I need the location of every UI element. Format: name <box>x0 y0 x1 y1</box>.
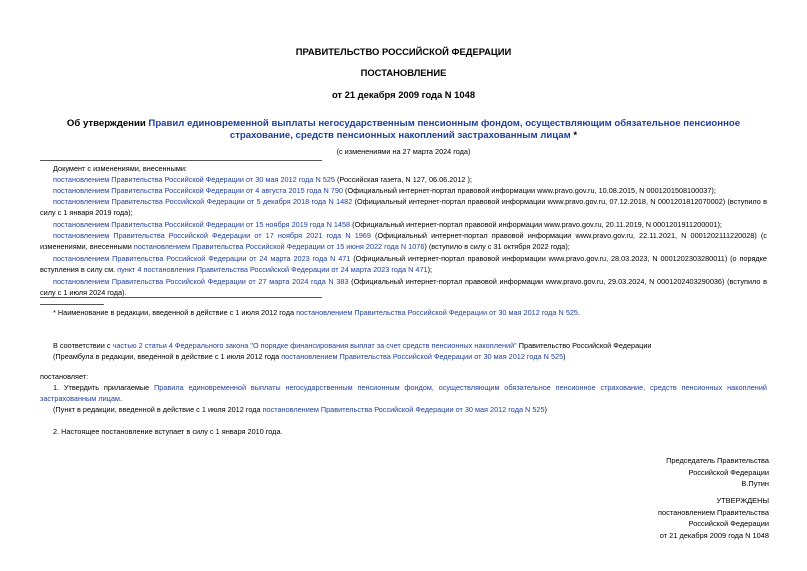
org-heading: ПРАВИТЕЛЬСТВО РОССИЙСКОЙ ФЕДЕРАЦИИ <box>295 46 512 57</box>
list-item <box>53 185 767 196</box>
approved-line: постановлением Правительства <box>658 507 769 517</box>
signature-title: Председатель Правительства <box>666 456 769 465</box>
footnote <box>53 307 767 318</box>
signature-org: Российской Федерации <box>688 467 769 477</box>
amendment-link[interactable]: постановлением Правительства Российской Федерации от 27 марта 2024 года N 383 <box>53 277 349 286</box>
list-item <box>53 174 767 185</box>
approved-heading: УТВЕРЖДЕНЫ <box>716 496 769 505</box>
doc-type-heading: ПОСТАНОВЛЕНИЕ <box>360 67 447 78</box>
item-1-note <box>53 404 767 415</box>
amendment-source: (Российская газета, N 127, 06.06.2012 ); <box>334 175 472 184</box>
list-item <box>40 253 767 276</box>
amendment-link[interactable]: постановлением Правительства Российской Федерации от 30 мая 2012 года N 525 <box>53 175 335 184</box>
preamble-note <box>53 351 767 362</box>
resolves-text: постановляет: <box>40 372 89 381</box>
signature-name: В.Путин <box>741 479 769 489</box>
item-1-note-link[interactable]: постановлением Правительства Российской Федерации от 30 мая 2012 года N 525 <box>262 405 545 414</box>
item-1-note-text: (Пункт в редакции, введенной в действие с 1 июля 2012 года <box>53 405 263 414</box>
doc-title <box>40 118 767 142</box>
amendment-link[interactable]: постановлением Правительства Российской Федерации от 15 июня 2022 года N 1076 <box>133 242 425 252</box>
amendment-link[interactable]: постановлением Правительства Российской Федерации от 5 декабря 2018 года N 1482 <box>53 197 353 206</box>
amendment-link[interactable]: постановлением Правительства Российской Федерации от 15 ноября 2019 года N 1458 <box>53 220 351 229</box>
approved-date: от 21 декабря 2009 года N 1048 <box>659 530 769 540</box>
amendment-link[interactable]: пункт 4 постановления Правительства Российской Федерации от 24 марта 2023 года N 471 <box>117 265 428 275</box>
preamble-text: Правительство Российской Федерации <box>516 341 652 350</box>
item-1 <box>40 382 767 405</box>
item-1-text: 1. Утвердить прилагаемые <box>53 383 155 392</box>
preamble-note-link[interactable]: постановлением Правительства Российской Федерации от 30 мая 2012 года N 525 <box>281 352 564 361</box>
list-item <box>40 230 767 253</box>
footnote-text: * Наименование в редакции, введенной в действие с 1 июля 2012 года <box>53 308 297 317</box>
changes-intro: Документ с изменениями, внесенными: <box>53 164 187 173</box>
amendment-link[interactable]: постановлением Правительства Российской Федерации от 24 марта 2023 года N 471 <box>53 254 351 263</box>
amendment-source: (Официальный интернет-портал правовой информации www.pravo.gov.ru, 07.12.2018, N 0001201812070002) (вступило в силу с 1 января 2019 года); <box>40 197 767 218</box>
amendment-source: (Официальный интернет-портал правовой информации www.pravo.gov.ru, 10.08.2015, N 0001201508100037); <box>342 186 716 195</box>
footnote-end: . <box>578 308 581 317</box>
footnote-link[interactable]: постановлением Правительства Российской Федерации от 30 мая 2012 года N 525 <box>296 308 578 317</box>
footnote-divider <box>40 304 104 305</box>
amendment-source: ) (вступило в силу с 31 октября 2022 года); <box>424 242 570 252</box>
list-item <box>40 196 767 219</box>
rules-link[interactable]: Правила единовременной выплаты негосударственным пенсионным фондом, осуществляющим обязательное пенсионное страхование, средств пенсионных накоплений застрахованным лицам <box>40 383 767 404</box>
approved-block <box>658 495 769 541</box>
preamble <box>53 340 767 351</box>
amendment-source: (Официальный интернет-портал правовой информации www.pravo.gov.ru, 22.11.2021, N 0001202111220028) (с изменениями, внесенными <box>40 231 768 252</box>
title-rules-link[interactable]: Правил единовременной выплаты негосударственным пенсионным фондом, осуществляющим обязательное пенсионное страхование, средств пенсионных накоплений застрахованным лицам <box>148 118 741 141</box>
revision-note: (с изменениями на 27 марта 2024 года) <box>336 147 471 156</box>
item-1-text: . <box>119 394 122 404</box>
list-item <box>40 276 767 299</box>
item-2: 2. Настоящее постановление вступает в силу с 1 января 2010 года. <box>53 427 283 436</box>
divider <box>40 297 322 298</box>
amendment-link[interactable]: постановлением Правительства Российской Федерации от 4 августа 2015 года N 790 <box>53 186 343 195</box>
federal-law-link[interactable]: частью 2 статьи 4 Федерального закона "О порядке финансирования выплат за счет средств пенсионных накоплений" <box>112 341 517 350</box>
doc-date-heading: от 21 декабря 2009 года N 1048 <box>331 89 476 100</box>
divider <box>40 160 322 161</box>
amendment-source: (Официальный интернет-портал правовой информации www.pravo.gov.ru, 20.11.2019, N 0001201911200001); <box>350 220 722 229</box>
amendment-link[interactable]: постановлением Правительства Российской Федерации от 17 ноября 2021 года N 1969 <box>53 231 371 240</box>
amendment-source: (Официальный интернет-портал правовой информации www.pravo.gov.ru, 29.03.2024, N 0001202403290036) (вступило в силу с 1 июля 2024 года). <box>40 277 767 298</box>
preamble-text: В соответствии с <box>53 341 113 350</box>
list-item <box>53 219 767 230</box>
approved-line: Российской Федерации <box>688 519 769 529</box>
amendment-source: (Официальный интернет-портал правовой информации www.pravo.gov.ru, 28.03.2023, N 0001202303280011) (о порядке вступления в силу см. <box>40 254 767 275</box>
preamble-note-text: (Преамбула в редакции, введенной в действие с 1 июля 2012 года <box>53 352 282 361</box>
title-star: * <box>570 130 578 141</box>
item-1-note-text: ) <box>544 405 547 414</box>
preamble-note-text: ) <box>563 352 566 361</box>
title-prefix: Об утверждении <box>66 118 149 129</box>
signature-block <box>666 455 769 490</box>
amendment-source: ); <box>427 265 433 275</box>
